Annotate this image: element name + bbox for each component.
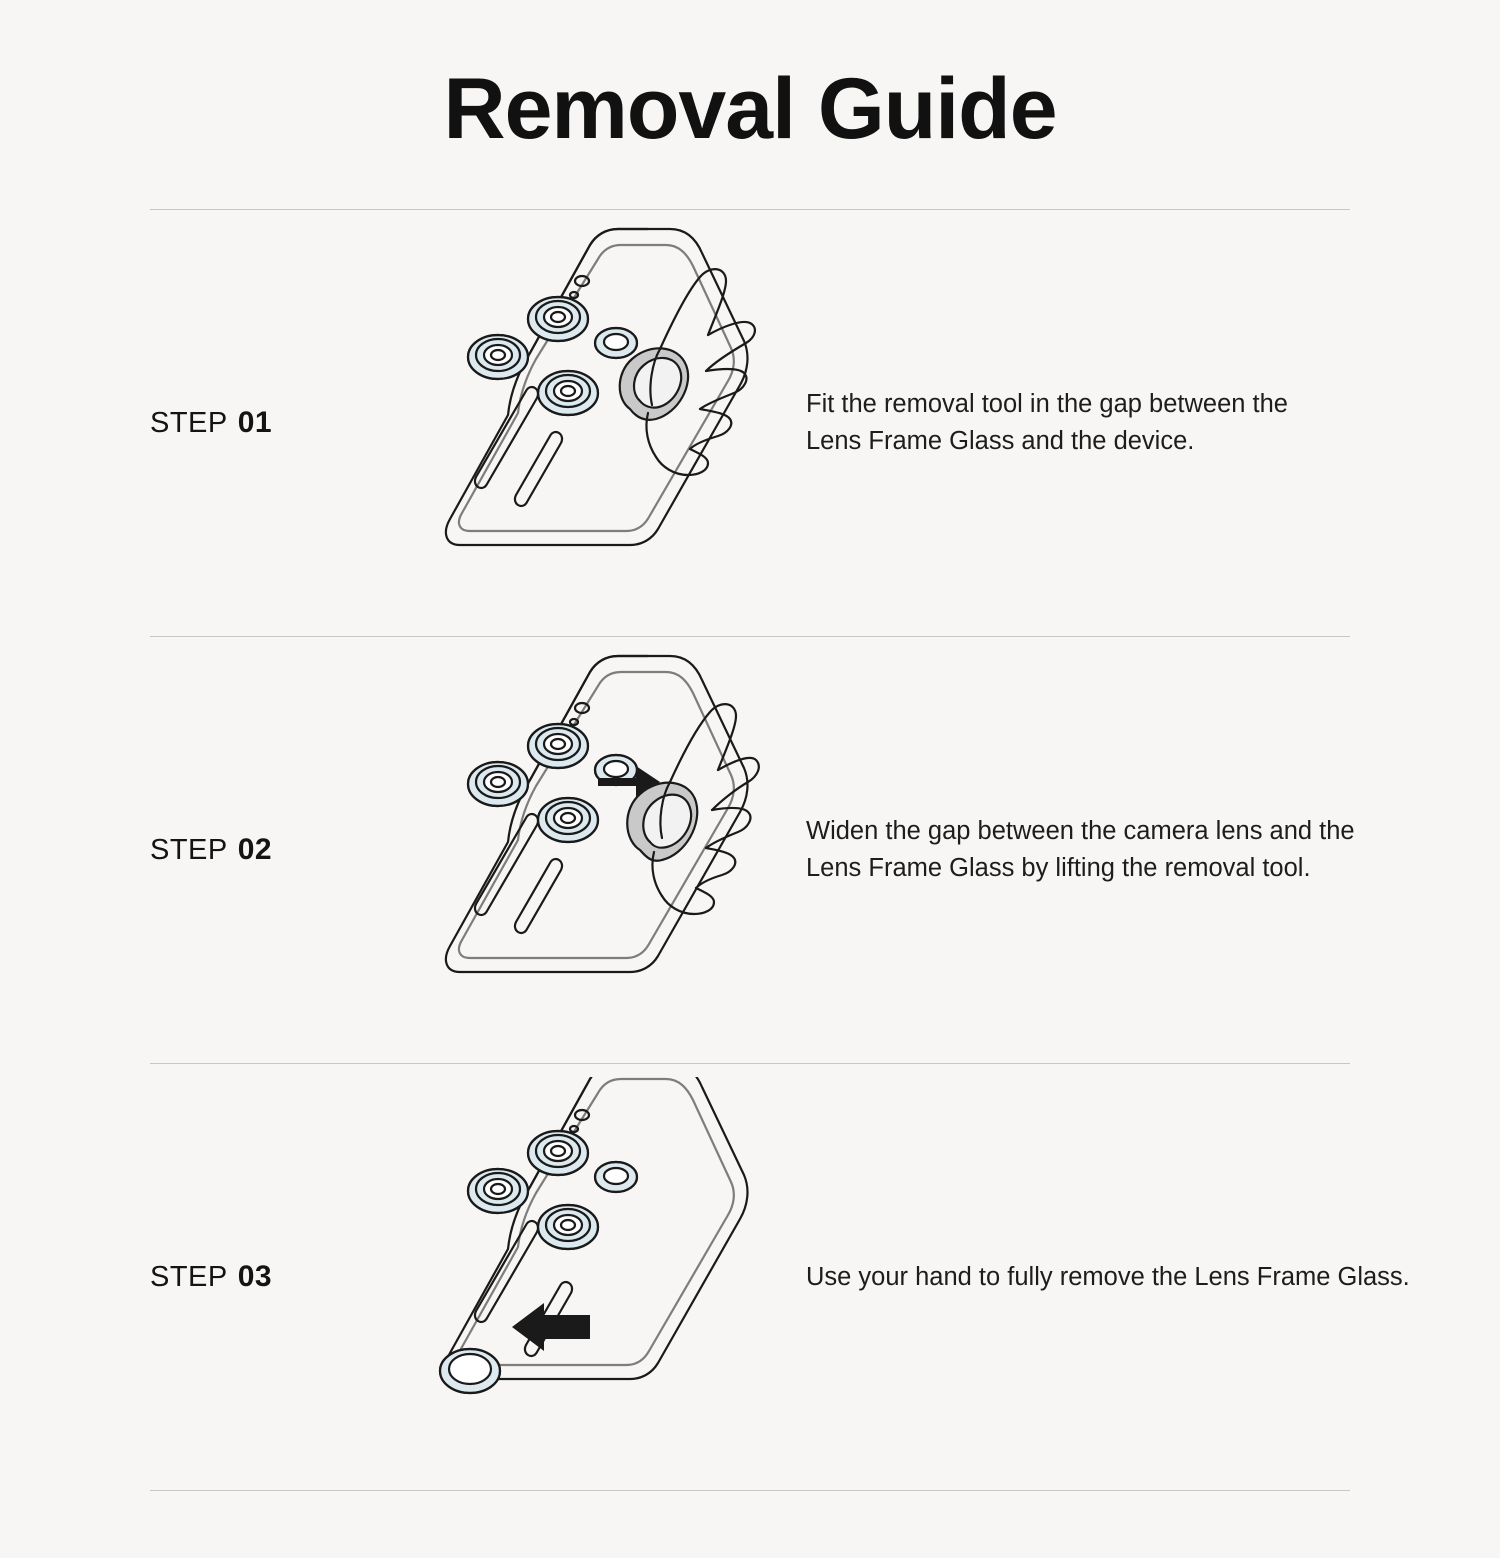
phone-lens-glass-removed-drawing xyxy=(330,1077,760,1477)
detached-lens-frame-glass xyxy=(440,1349,500,1393)
page-title: Removal Guide xyxy=(443,60,1057,157)
phone-removal-tool-lift-drawing xyxy=(330,650,760,1050)
step-description-01 xyxy=(760,386,1350,460)
step-description-01-line-2: Lens Frame Glass and the device. xyxy=(806,427,1195,456)
step-label-01 xyxy=(150,406,330,440)
step-number-02: 02 xyxy=(237,833,273,867)
step-illustration-01 xyxy=(330,223,760,623)
phone-removal-tool-insert-drawing xyxy=(330,223,760,623)
step-row-03 xyxy=(150,1064,1410,1490)
step-word-03: STEP xyxy=(150,1261,228,1294)
step-word-02: STEP xyxy=(150,834,228,867)
remove-arrow-icon xyxy=(512,1303,590,1351)
step-description-02 xyxy=(760,813,1355,887)
step-word-01: STEP xyxy=(150,407,228,440)
step-number-01: 01 xyxy=(237,406,273,440)
step-description-02-line-2: Lens Frame Glass by lifting the removal tool. xyxy=(806,854,1311,883)
step-description-02-line-1: Widen the gap between the camera lens and the xyxy=(806,817,1355,846)
step-description-01-line-1: Fit the removal tool in the gap between the xyxy=(806,390,1288,419)
step-label-03 xyxy=(150,1260,330,1294)
divider-bottom xyxy=(150,1490,1350,1491)
step-description-03 xyxy=(760,1259,1410,1296)
step-description-03-line-1: Use your hand to fully remove the Lens Frame Glass. xyxy=(806,1262,1410,1291)
step-number-03: 03 xyxy=(237,1260,273,1294)
step-illustration-02 xyxy=(330,650,760,1050)
step-illustration-03 xyxy=(330,1077,760,1477)
step-row-02 xyxy=(150,637,1355,1063)
removal-guide-page xyxy=(0,58,1500,1558)
step-row-01 xyxy=(150,210,1350,636)
step-label-02 xyxy=(150,833,330,867)
